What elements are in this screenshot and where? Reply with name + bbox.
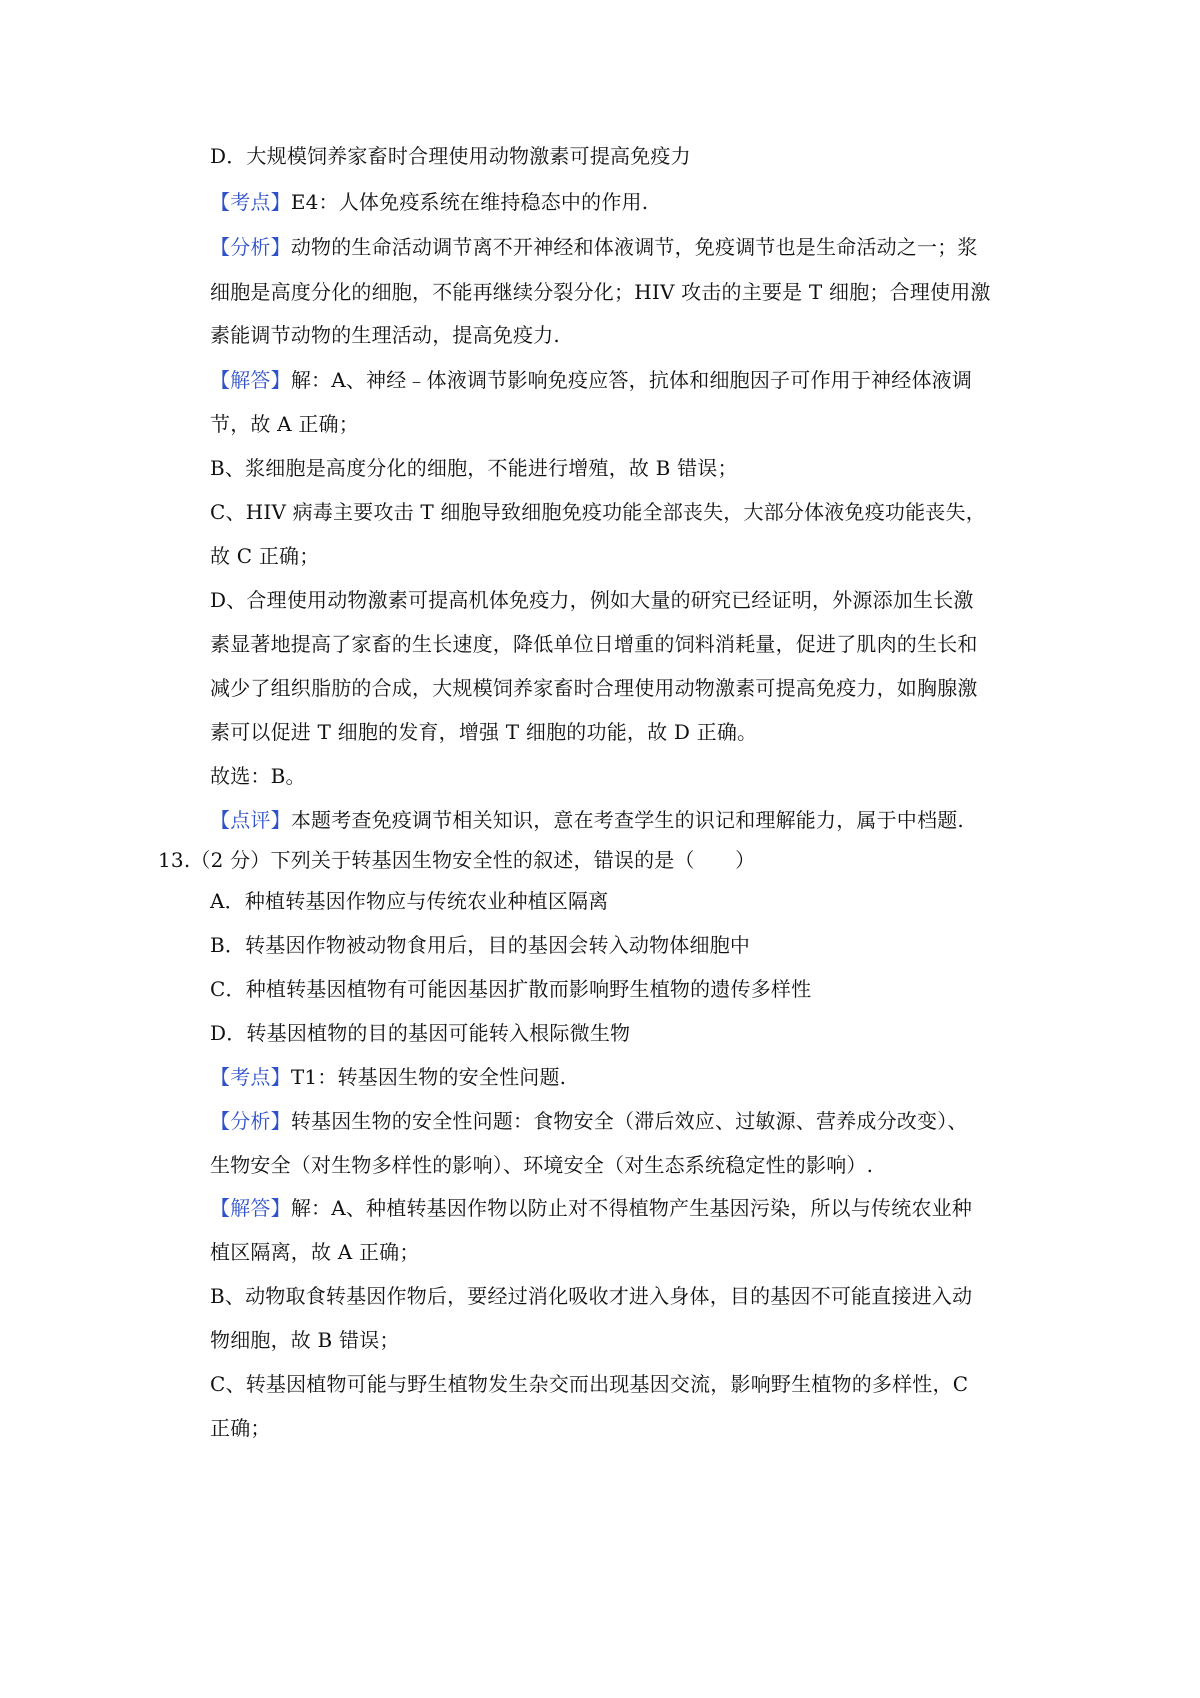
section-tag: 【考点】 (210, 1065, 291, 1089)
section-text: 转基因生物的安全性问题：食物安全（滞后效应、过敏源、营养成分改变）、 (290, 1109, 968, 1133)
text-line: C、转基因植物可能与野生植物发生杂交而出现基因交流，影响野生植物的多样性，C (210, 1372, 969, 1396)
text-line: 减少了组织脂肪的合成，大规模饲养家畜时合理使用动物激素可提高免疫力，如胸腺激 (210, 676, 978, 700)
text-line: B、动物取食转基因作物后，要经过消化吸收才进入身体，目的基因不可能直接进入动 (210, 1284, 973, 1308)
section-text: T1：转基因生物的安全性问题. (290, 1065, 567, 1089)
section-text: 解：A、神经﹣体液调节影响免疫应答，抗体和细胞因子可作用于神经体液调 (290, 368, 973, 392)
fenxi-line (210, 1107, 968, 1135)
section-text: E4：人体免疫系统在维持稳态中的作用. (290, 190, 649, 214)
text-line: 正确； (210, 1416, 271, 1440)
text-line: 物细胞，故 B 错误； (210, 1328, 400, 1352)
answer-line: 故选：B。 (210, 764, 306, 788)
text-line: 故 C 正确； (210, 544, 320, 568)
option-b: B．转基因作物被动物食用后，目的基因会转入动物体细胞中 (210, 933, 751, 957)
question-13: 13.（2 分）下列关于转基因生物安全性的叙述，错误的是（ ） (158, 848, 756, 872)
text-line: B、浆细胞是高度分化的细胞，不能进行增殖，故 B 错误； (210, 456, 738, 480)
section-text: 本题考查免疫调节相关知识，意在考查学生的识记和理解能力，属于中档题. (290, 808, 964, 832)
text-line: 生物安全（对生物多样性的影响）、环境安全（对生态系统稳定性的影响）. (210, 1153, 874, 1177)
section-tag: 【解答】 (210, 1196, 291, 1220)
option-d-line: D．大规模饲养家畜时合理使用动物激素可提高免疫力 (210, 144, 691, 168)
section-tag: 【分析】 (210, 235, 291, 259)
option-c: C．种植转基因植物有可能因基因扩散而影响野生植物的遗传多样性 (210, 977, 812, 1001)
text-line: 细胞是高度分化的细胞，不能再继续分裂分化；HIV 攻击的主要是 T 细胞；合理使用激 (210, 280, 991, 304)
text-line: D、合理使用动物激素可提高机体免疫力，例如大量的研究已经证明，外源添加生长激 (210, 588, 974, 612)
section-tag: 【考点】 (210, 190, 291, 214)
text-line: 素显著地提高了家畜的生长速度，降低单位日增重的饲料消耗量，促进了肌肉的生长和 (210, 632, 978, 656)
dianping-line (210, 806, 964, 834)
section-tag: 【解答】 (210, 368, 291, 392)
jieda-line (210, 1194, 972, 1222)
section-text: 解：A、种植转基因作物以防止对不得植物产生基因污染，所以与传统农业种 (290, 1196, 973, 1220)
section-text: 动物的生命活动调节离不开神经和体液调节，免疫调节也是生命活动之一；浆 (290, 235, 978, 259)
kaodian-line (210, 188, 648, 216)
option-d: D．转基因植物的目的基因可能转入根际微生物 (210, 1021, 631, 1045)
text-line: 素能调节动物的生理活动，提高免疫力. (210, 323, 560, 347)
section-tag: 【点评】 (210, 808, 291, 832)
section-tag: 【分析】 (210, 1109, 291, 1133)
jieda-line (210, 366, 972, 394)
text-line: C、HIV 病毒主要攻击 T 细胞导致细胞免疫功能全部丧失，大部分体液免疫功能丧失， (210, 500, 986, 524)
option-a: A．种植转基因作物应与传统农业种植区隔离 (210, 889, 609, 913)
text-line: 素可以促进 T 细胞的发育，增强 T 细胞的功能，故 D 正确。 (210, 720, 758, 744)
fenxi-line (210, 233, 978, 261)
kaodian-line (210, 1063, 566, 1091)
text-line: 节，故 A 正确； (210, 412, 359, 436)
text-line: 植区隔离，故 A 正确； (210, 1240, 420, 1264)
